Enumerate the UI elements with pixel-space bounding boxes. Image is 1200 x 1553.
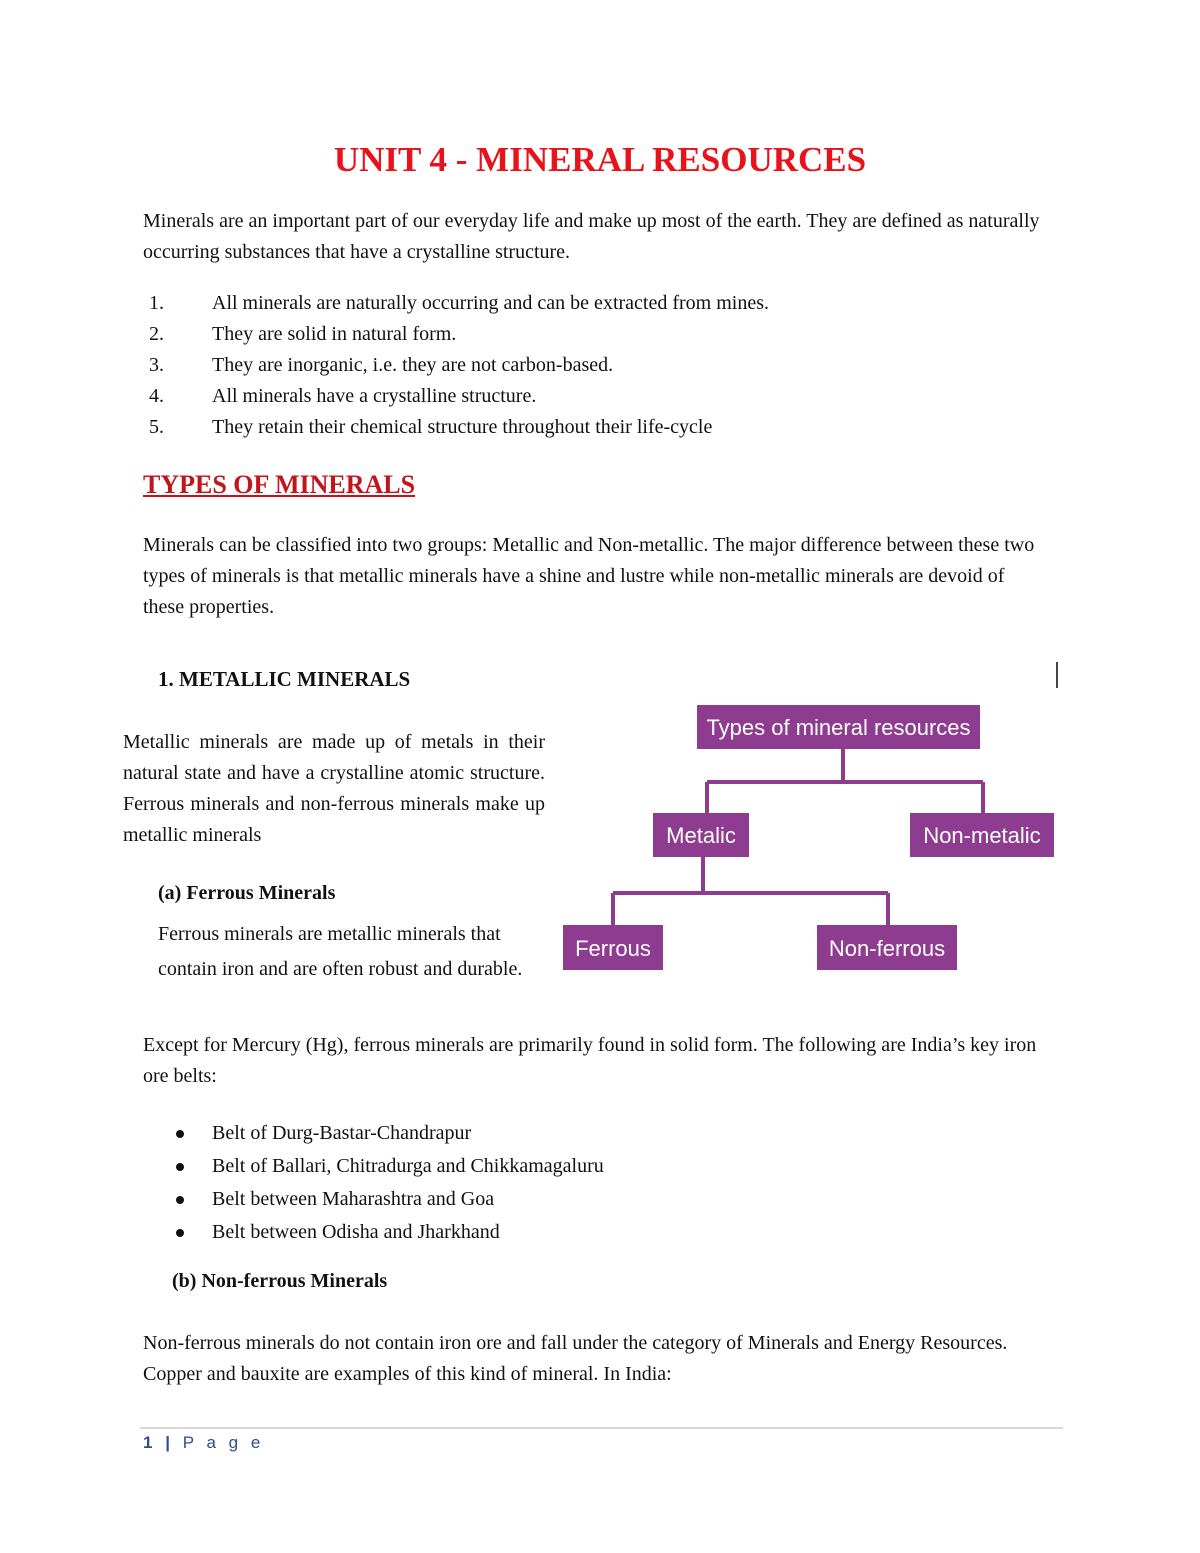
- nonferrous-heading: (b) Non-ferrous Minerals: [172, 1270, 388, 1292]
- page-number: 1: [143, 1433, 157, 1452]
- list-number: 1.: [149, 292, 164, 314]
- node-non-metalic: [910, 813, 1054, 857]
- types-paragraph: Minerals can be classified into two groups: Metallic and Non-metallic. The major difference between these two types of minerals is that metallic minerals have a shine and lustre while non-metallic minerals are devoid of these properties.: [143, 534, 1035, 618]
- node-label: Ferrous: [575, 936, 651, 961]
- page-separator: |: [165, 1433, 174, 1452]
- intro-paragraph: Minerals are an important part of our everyday life and make up most of the earth. They are defined as naturally occurring substances that have a crystalline structure.: [143, 210, 1040, 263]
- node-label: Metalic: [666, 823, 736, 848]
- list-text: They retain their chemical structure throughout their life-cycle: [212, 416, 713, 438]
- page-title: UNIT 4 - MINERAL RESOURCES: [333, 140, 867, 179]
- page-label: P a g e: [182, 1433, 265, 1452]
- list-item: Belt of Ballari, Chitradurga and Chikkamagaluru: [170, 1150, 604, 1183]
- node-label: Non-metalic: [923, 823, 1041, 848]
- page-footer: [143, 1433, 264, 1453]
- list-number: 3.: [149, 354, 164, 376]
- list-item: Belt between Maharashtra and Goa: [170, 1183, 604, 1216]
- node-root: [697, 705, 980, 749]
- mineral-types-diagram: [555, 700, 1065, 980]
- list-text: They are inorganic, i.e. they are not carbon-based.: [212, 354, 614, 376]
- node-label: Types of mineral resources: [706, 715, 971, 740]
- list-item: [143, 412, 1103, 443]
- list-item: [143, 381, 1103, 412]
- list-number: 5.: [149, 416, 164, 438]
- list-item: [143, 288, 1103, 319]
- list-item: Belt of Durg-Bastar-Chandrapur: [170, 1117, 604, 1150]
- list-item: Belt between Odisha and Jharkhand: [170, 1216, 604, 1249]
- types-heading: TYPES OF MINERALS: [143, 470, 416, 499]
- footer-divider: [140, 1427, 1063, 1429]
- list-text: All minerals are naturally occurring and can be extracted from mines.: [212, 292, 769, 314]
- node-ferrous: [563, 925, 663, 970]
- metallic-paragraph: Metallic minerals are made up of metals in their natural state and have a crystalline atomic structure. Ferrous minerals and non-ferrous minerals make up metallic minerals: [123, 731, 545, 846]
- connector-lines-level2: [613, 857, 888, 927]
- list-item: [143, 319, 1103, 350]
- node-metalic: [653, 813, 749, 857]
- iron-belts-list: [170, 1117, 604, 1249]
- text-cursor: [1056, 662, 1058, 688]
- list-text: They are solid in natural form.: [212, 323, 457, 345]
- properties-list: [143, 288, 1103, 443]
- list-item: [143, 350, 1103, 381]
- list-number: 2.: [149, 323, 164, 345]
- node-label: Non-ferrous: [828, 936, 946, 961]
- metallic-heading: 1. METALLIC MINERALS: [158, 667, 411, 691]
- ferrous-paragraph-2: Except for Mercury (Hg), ferrous minerals are primarily found in solid form. The following are India’s key iron ore belts:: [143, 1034, 1037, 1087]
- nonferrous-paragraph: Non-ferrous minerals do not contain iron ore and fall under the category of Minerals and Energy Resources. Copper and bauxite are examples of this kind of mineral. In India:: [143, 1332, 1008, 1385]
- ferrous-paragraph: Ferrous minerals are metallic minerals that contain iron and are often robust and durable.: [158, 923, 523, 980]
- connector-lines-level1: [707, 748, 983, 815]
- node-non-ferrous: [817, 925, 957, 970]
- list-number: 4.: [149, 385, 164, 407]
- list-text: All minerals have a crystalline structure.: [212, 385, 537, 407]
- ferrous-heading: (a) Ferrous Minerals: [158, 882, 336, 904]
